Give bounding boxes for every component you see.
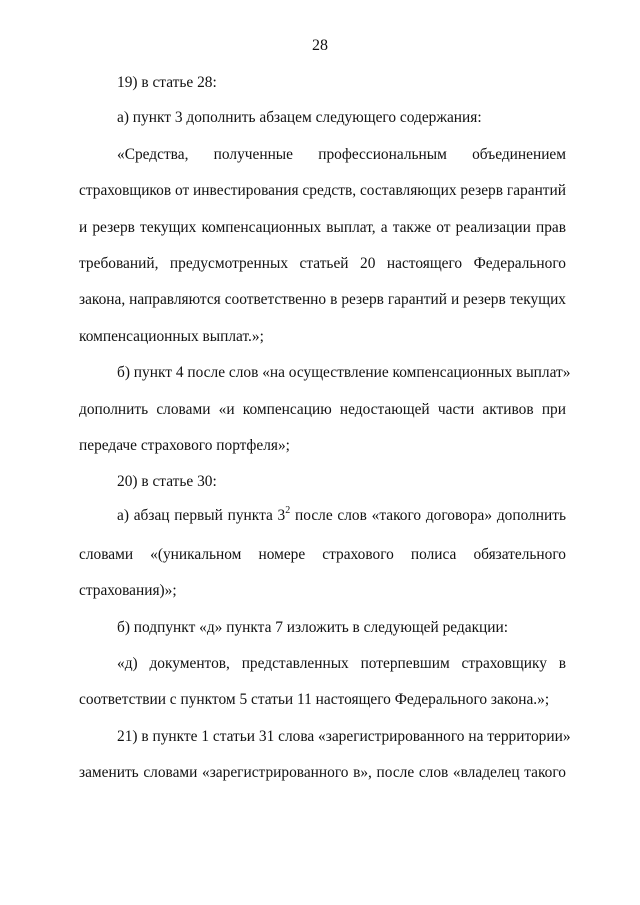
paragraph-line: заменить словами «зарегистрированного в», после слов «владелец такого [79, 764, 566, 781]
paragraph-line: компенсационных выплат.»; [79, 328, 264, 345]
paragraph-line: 19) в статье 28: [117, 74, 217, 91]
paragraph-line: страховщиков от инвестирования средств, составляющих резерв гарантий [79, 182, 566, 199]
paragraph-text: а) абзац первый пункта 3 [117, 507, 286, 524]
paragraph-line: б) пункт 4 после слов «на осуществление компенсационных выплат» [117, 364, 571, 381]
paragraph-line: 20) в статье 30: [117, 473, 217, 490]
paragraph-line: соответствии с пунктом 5 статьи 11 настоящего Федерального закона.»; [79, 691, 550, 708]
paragraph-line: страхования)»; [79, 582, 177, 599]
paragraph-line: «д) документов, представленных потерпевшим страховщику в [117, 655, 566, 672]
paragraph-line: б) подпункт «д» пункта 7 изложить в следующей редакции: [117, 619, 509, 636]
paragraph-line [117, 506, 566, 526]
paragraph-text: после слов «такого договора» дополнить [290, 507, 566, 524]
paragraph-line: закона, направляются соответственно в резерв гарантий и резерв текущих [79, 291, 566, 308]
paragraph-line: «Средства, полученные профессиональным объединением [117, 146, 566, 163]
superscript: 2 [285, 504, 291, 516]
paragraph-line: и резерв текущих компенсационных выплат, а также от реализации прав [79, 219, 566, 236]
paragraph-line: требований, предусмотренных статьей 20 настоящего Федерального [79, 255, 566, 272]
page-number: 28 [312, 37, 328, 54]
paragraph-line: дополнить словами «и компенсацию недостающей части активов при [79, 401, 566, 418]
paragraph-line: словами «(уникальном номере страхового полиса обязательного [79, 546, 566, 563]
paragraph-line: 21) в пункте 1 статьи 31 слова «зарегистрированного на территории» [117, 728, 571, 745]
paragraph-line: а) пункт 3 дополнить абзацем следующего содержания: [117, 109, 482, 126]
paragraph-line: передаче страхового портфеля»; [79, 437, 290, 454]
